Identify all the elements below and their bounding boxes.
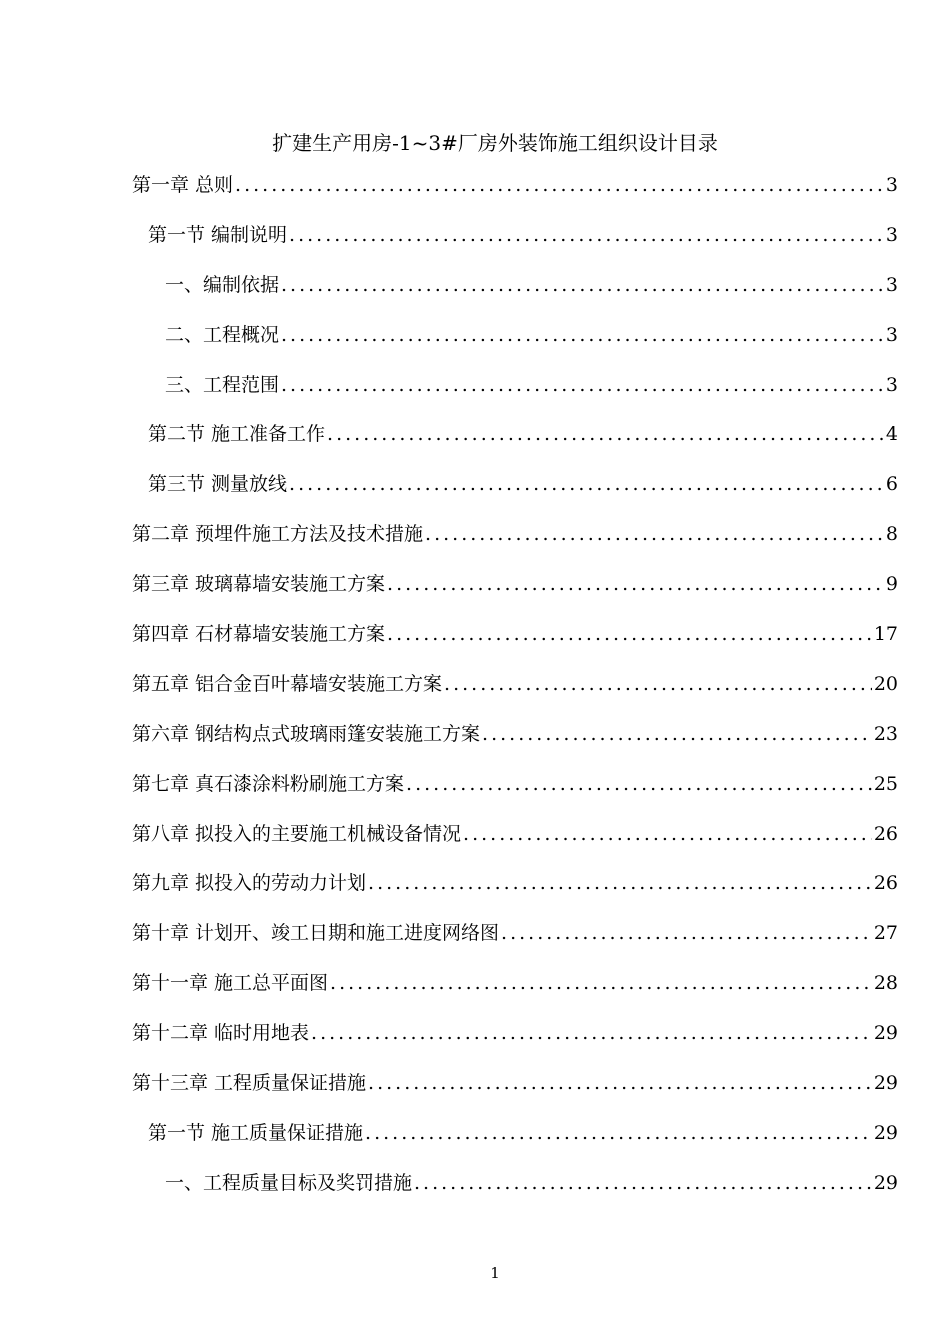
toc-entry-title: 第八章 拟投入的主要施工机械设备情况 bbox=[132, 822, 462, 845]
document-title: 扩建生产用房-1~3#厂房外装饰施工组织设计目录 bbox=[272, 131, 718, 155]
toc-entry-title: 第三节 测量放线 bbox=[148, 473, 288, 496]
toc-entry[interactable] bbox=[132, 220, 898, 270]
toc-entry[interactable] bbox=[132, 968, 898, 1018]
toc-entry-title: 第六章 钢结构点式玻璃雨篷安装施工方案 bbox=[132, 722, 481, 745]
toc-entry-page: 27 bbox=[873, 922, 898, 945]
toc-entry[interactable] bbox=[132, 669, 898, 719]
toc-entry-page: 20 bbox=[873, 672, 898, 695]
dot-leader bbox=[328, 968, 872, 998]
dot-leader bbox=[309, 1018, 872, 1048]
dot-leader bbox=[233, 170, 884, 200]
toc-entry-page: 29 bbox=[873, 1121, 898, 1144]
toc-entry-title: 第三章 玻璃幕墙安装施工方案 bbox=[132, 573, 386, 596]
toc-entry-page: 26 bbox=[873, 872, 898, 895]
toc-entry-title: 二、工程概况 bbox=[165, 323, 280, 346]
toc-entry-page: 3 bbox=[885, 323, 898, 346]
toc-entry[interactable] bbox=[132, 519, 898, 569]
toc-entry-title: 第一章 总则 bbox=[132, 174, 234, 196]
toc-entry-page: 8 bbox=[885, 523, 898, 546]
table-of-contents bbox=[132, 170, 898, 1218]
toc-entry-title: 一、编制依据 bbox=[165, 273, 280, 296]
toc-entry-page: 29 bbox=[873, 1171, 898, 1194]
toc-entry[interactable] bbox=[132, 419, 898, 469]
toc-entry-page: 23 bbox=[873, 722, 898, 745]
toc-entry-title: 第九章 拟投入的劳动力计划 bbox=[132, 872, 367, 895]
toc-entry-title: 第十一章 施工总平面图 bbox=[132, 972, 329, 995]
dot-leader bbox=[442, 669, 872, 699]
dot-leader bbox=[279, 370, 884, 400]
dot-leader bbox=[363, 1118, 872, 1148]
toc-entry-page: 3 bbox=[885, 373, 898, 396]
toc-entry-page: 3 bbox=[885, 273, 898, 296]
toc-entry-page: 25 bbox=[873, 772, 898, 795]
dot-leader bbox=[287, 220, 884, 250]
toc-entry-title: 第十章 计划开、竣工日期和施工进度网络图 bbox=[132, 922, 500, 945]
toc-entry-title: 第十二章 临时用地表 bbox=[132, 1022, 310, 1045]
toc-entry[interactable] bbox=[132, 918, 898, 968]
toc-entry-title: 第一节 施工质量保证措施 bbox=[148, 1121, 364, 1144]
dot-leader bbox=[279, 320, 884, 350]
dot-leader bbox=[279, 270, 884, 300]
toc-entry[interactable] bbox=[132, 619, 898, 669]
toc-entry-page: 9 bbox=[885, 573, 898, 596]
toc-entry-page: 6 bbox=[885, 473, 898, 496]
dot-leader bbox=[499, 918, 872, 948]
toc-entry-title: 第二章 预埋件施工方法及技术措施 bbox=[132, 523, 424, 546]
toc-entry-page: 29 bbox=[873, 1022, 898, 1045]
toc-entry[interactable] bbox=[132, 569, 898, 619]
toc-entry-page: 17 bbox=[873, 623, 898, 646]
dot-leader bbox=[423, 519, 884, 549]
toc-entry-page: 29 bbox=[873, 1072, 898, 1095]
toc-entry[interactable] bbox=[132, 270, 898, 320]
toc-entry-title: 第二节 施工准备工作 bbox=[148, 423, 326, 446]
toc-entry-page: 3 bbox=[885, 223, 898, 246]
toc-entry[interactable] bbox=[132, 370, 898, 420]
toc-entry[interactable] bbox=[132, 1068, 898, 1118]
dot-leader bbox=[385, 619, 872, 649]
toc-entry-title: 第十三章 工程质量保证措施 bbox=[132, 1072, 367, 1095]
toc-entry-page: 28 bbox=[873, 972, 898, 995]
toc-entry[interactable] bbox=[132, 719, 898, 769]
toc-entry-page: 4 bbox=[885, 423, 898, 446]
dot-leader bbox=[461, 819, 872, 849]
page-number: 1 bbox=[490, 1264, 500, 1282]
toc-entry-title: 三、工程范围 bbox=[165, 373, 280, 396]
toc-entry-title: 第四章 石材幕墙安装施工方案 bbox=[132, 623, 386, 646]
toc-entry[interactable] bbox=[132, 1018, 898, 1068]
toc-entry-title: 一、工程质量目标及奖罚措施 bbox=[165, 1171, 413, 1194]
toc-entry[interactable] bbox=[132, 320, 898, 370]
toc-entry[interactable] bbox=[132, 1168, 898, 1218]
dot-leader bbox=[366, 1068, 872, 1098]
toc-entry[interactable] bbox=[132, 1118, 898, 1168]
dot-leader bbox=[480, 719, 872, 749]
toc-entry-page: 26 bbox=[873, 822, 898, 845]
dot-leader bbox=[287, 469, 884, 499]
dot-leader bbox=[385, 569, 884, 599]
toc-entry[interactable] bbox=[132, 819, 898, 869]
toc-entry-page: 3 bbox=[885, 174, 898, 196]
toc-entry-title: 第七章 真石漆涂料粉刷施工方案 bbox=[132, 772, 405, 795]
toc-entry[interactable] bbox=[132, 170, 898, 220]
toc-entry[interactable] bbox=[132, 769, 898, 819]
dot-leader bbox=[404, 769, 872, 799]
dot-leader bbox=[366, 868, 872, 898]
toc-entry[interactable] bbox=[132, 469, 898, 519]
dot-leader bbox=[325, 419, 884, 449]
toc-entry[interactable] bbox=[132, 868, 898, 918]
toc-entry-title: 第五章 铝合金百叶幕墙安装施工方案 bbox=[132, 672, 443, 695]
dot-leader bbox=[412, 1168, 872, 1198]
toc-entry-title: 第一节 编制说明 bbox=[148, 223, 288, 246]
